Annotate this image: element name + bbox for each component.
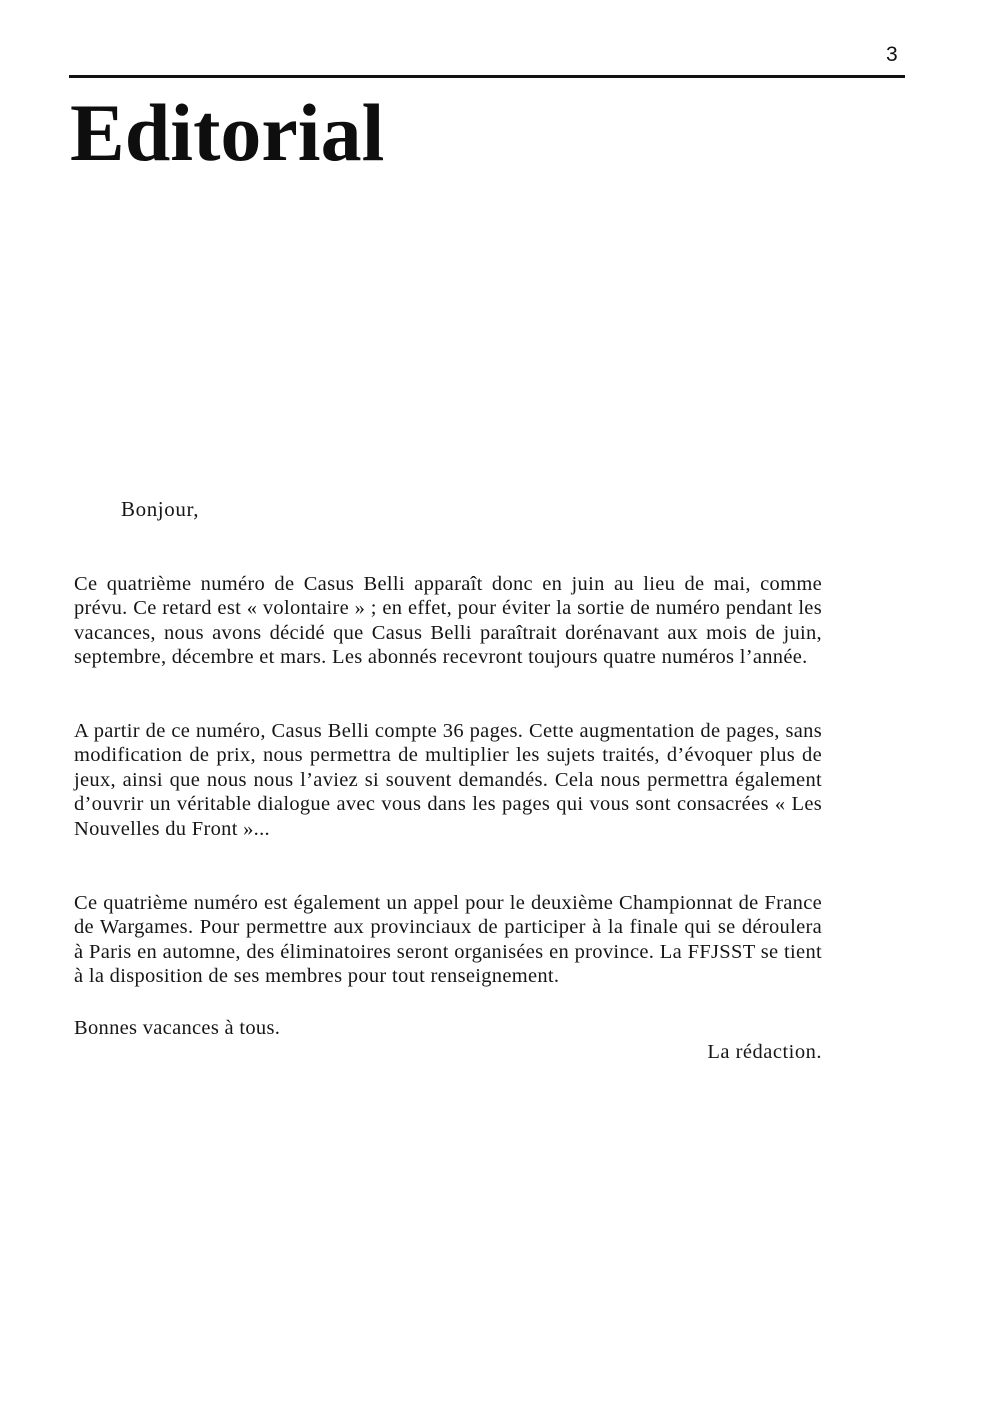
page-title: Editorial: [70, 87, 385, 178]
signature: La rédaction.: [707, 1041, 822, 1063]
header-rule: [69, 75, 905, 78]
page-number: 3: [886, 43, 898, 66]
paragraph-3: [74, 891, 822, 989]
paragraph-1-text: Ce quatrième numéro de Casus Belli apparaît donc en juin au lieu de mai, comme prévu. Ce retard est « volontaire » ; en effet, pour éviter la sortie de numéro pendant les vacances, nous avons décidé que Casus Belli paraîtrait dorénavant aux mois de juin, septembre, décembre et mars. Les abonnés recevront toujours quatre numéros l’année.: [74, 573, 822, 669]
closing-line: Bonnes vacances à tous.: [74, 1017, 281, 1039]
paragraph-2: [74, 719, 822, 841]
paragraph-2-text: A partir de ce numéro, Casus Belli compte 36 pages. Cette augmentation de pages, sans modification de prix, nous permettra de multiplier les sujets traités, d’évoquer plus de jeux, ainsi que nous nous l’aviez si souvent demandés. Cela nous permettra également d’ouvrir un véritable dialogue avec vous dans les pages qui vous sont consacrées « Les Nouvelles du Front »...: [74, 720, 822, 840]
paragraph-3-text: Ce quatrième numéro est également un appel pour le deuxième Championnat de France de Wargames. Pour permettre aux provinciaux de participer à la finale qui se déroulera à Paris en automne, des éliminatoires seront organisées en province. La FFJSST se tient à la disposition de ses membres pour tout renseignement.: [74, 892, 822, 988]
salutation: Bonjour,: [121, 497, 200, 521]
paragraph-1: [74, 572, 822, 670]
